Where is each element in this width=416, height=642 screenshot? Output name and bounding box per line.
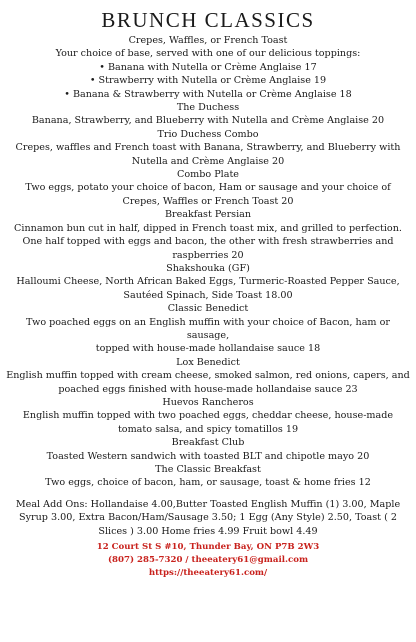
contact-footer [4, 541, 412, 581]
menu-line: Nutella and Crème Anglaise 20 [131, 155, 285, 167]
menu-line: Cinnamon bun cut in half, dipped in French toast mix, and grilled to perfection. [14, 222, 402, 234]
page-title: BRUNCH CLASSICS [101, 8, 315, 32]
menu-line: Two eggs, potato your choice of bacon, Ham or sausage and your choice of [25, 182, 391, 194]
menu-line: The Duchess [176, 102, 240, 114]
menu-line: Crepes, Waffles, or French Toast [128, 35, 288, 46]
menu-line: One half topped with eggs and bacon, the other with fresh strawberries and [22, 236, 394, 248]
menu-line: English muffin topped with cream cheese, smoked salmon, red onions, capers, and [6, 370, 410, 382]
menu-line: Two poached eggs on an English muffin with your choice of Bacon, ham or [26, 316, 390, 328]
menu-line: topped with house-made hollandaise sauce 18 [95, 343, 321, 355]
add-on-line: Syrup 3.00, Extra Bacon/Ham/Sausage 3.50; 1 Egg (Any Style) 2.50, Toast ( 2 [19, 512, 397, 524]
menu-line: Huevos Rancheros [162, 396, 254, 408]
menu-line: tomato salsa, and spicy tomatillos 19 [117, 423, 299, 435]
menu-line: Banana, Strawberry, and Blueberry with Nutella and Crème Anglaise 20 [31, 115, 385, 127]
website-link[interactable]: https://theeatery61.com/ [148, 568, 268, 579]
menu-line: Halloumi Cheese, North African Baked Eggs, Turmeric-Roasted Pepper Sauce, [16, 276, 400, 288]
menu-line: Classic Benedict [167, 303, 249, 315]
menu-line: Lox Benedict [176, 356, 240, 368]
menu-line: poached eggs finished with house-made hollandaise sauce 23 [58, 383, 358, 395]
meal-add-ons [4, 498, 412, 538]
menu-line: Sautéed Spinach, Side Toast 18.00 [123, 289, 293, 301]
menu-line: • Strawberry with Nutella or Crème Anglaise 19 [89, 75, 327, 87]
menu-line: The Classic Breakfast [155, 464, 261, 475]
menu-line: Shakshouka (GF) [166, 262, 250, 274]
phone-email-line[interactable]: (807) 285-7320 / theeatery61@gmail.com [107, 555, 309, 566]
menu-line: Crepes, waffles and French toast with Banana, Strawberry, and Blueberry with [15, 142, 401, 154]
footer-line: 12 Court St S #10, Thunder Bay, ON P7B 2W3 [96, 542, 320, 553]
menu-line: Two eggs, choice of bacon, ham, or sausage, toast & home fries 12 [45, 477, 371, 489]
menu-line: • Banana with Nutella or Crème Anglaise 17 [99, 61, 317, 73]
menu-line: Combo Plate [177, 169, 239, 181]
menu-line: Your choice of base, served with one of our delicious toppings: [55, 48, 361, 60]
menu-line: Crepes, Waffles or French Toast 20 [122, 195, 294, 207]
menu-line: Breakfast Persian [164, 209, 252, 221]
add-on-line: Meal Add Ons: Hollandaise 4.00,Butter Toasted English Muffin (1) 3.00, Maple [15, 498, 401, 510]
menu-line: English muffin topped with two poached eggs, cheddar cheese, house-made [22, 410, 394, 422]
menu-line: raspberries 20 [172, 249, 244, 261]
menu-line: sausage, [186, 329, 230, 341]
menu-line: Trio Duchess Combo [157, 128, 259, 140]
menu-line: Toasted Western sandwich with toasted BLT and chipotle mayo 20 [46, 450, 370, 462]
add-on-line: Slices ) 3.00 Home fries 4.99 Fruit bowl 4.49 [98, 525, 318, 537]
menu-line: Breakfast Club [171, 437, 245, 449]
menu-items [4, 34, 412, 490]
menu-line: • Banana & Strawberry with Nutella or Crème Anglaise 18 [64, 88, 352, 100]
